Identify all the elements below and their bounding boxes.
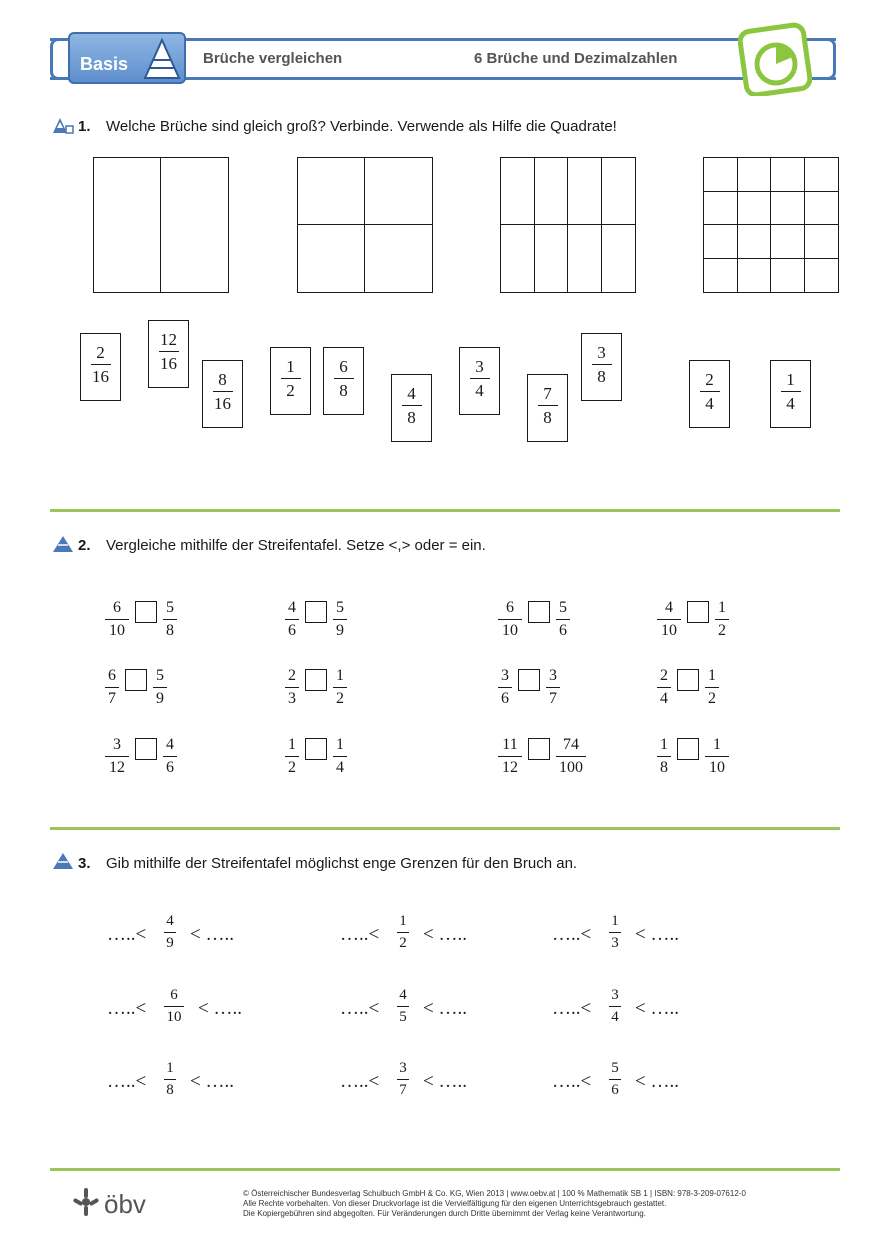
pyramid-icon (52, 852, 74, 870)
fraction-card[interactable] (459, 347, 500, 415)
fraction-denominator: 10 (709, 759, 725, 776)
task-2-instruction: Vergleiche mithilfe der Streifentafel. Setze <,> oder = ein. (106, 537, 486, 554)
fraction-bar (609, 932, 621, 933)
fraction-numerator: 1 (708, 667, 716, 684)
fraction-bar (164, 1006, 184, 1007)
fraction (546, 668, 560, 707)
fraction-bar (105, 756, 129, 757)
fraction-bar (781, 391, 801, 392)
fraction (498, 600, 522, 639)
fraction (164, 1061, 176, 1098)
fraction-card[interactable] (527, 374, 568, 442)
chapter-title: 6 Brüche und Dezimalzahlen (474, 50, 678, 67)
copyright-line-1: © Österreichischer Bundesverlag Schulbuch GmbH & Co. KG, Wien 2013 | www.oebv.at | 100 % Mathematik SB 1 | ISBN: 978-3-209-07612-0 (243, 1189, 746, 1198)
fraction (149, 331, 188, 372)
fraction-denominator: 6 (611, 1082, 619, 1098)
lower-bound-blank[interactable]: …..< (107, 1071, 147, 1092)
fraction-denominator: 5 (399, 1009, 407, 1025)
fraction-bar (592, 364, 612, 365)
fraction-bar (498, 687, 512, 688)
fraction-denominator: 4 (786, 394, 795, 413)
upper-bound-blank[interactable]: < ….. (635, 1071, 679, 1092)
fraction-numerator: 6 (339, 357, 348, 376)
comparison-answer-box[interactable] (677, 738, 699, 760)
fraction-denominator: 2 (399, 935, 407, 951)
fraction-denominator: 7 (108, 690, 116, 707)
fraction-bar (700, 391, 720, 392)
lower-bound-blank[interactable]: …..< (340, 924, 380, 945)
fraction-bar (333, 687, 347, 688)
fraction (285, 737, 299, 776)
fraction-bar (609, 1079, 621, 1080)
fraction-denominator: 4 (705, 394, 714, 413)
fraction-denominator: 8 (660, 759, 668, 776)
fraction-denominator: 4 (611, 1009, 619, 1025)
fraction-bar (556, 756, 586, 757)
fraction-numerator: 1 (288, 736, 296, 753)
fraction-numerator: 6 (170, 987, 178, 1003)
fraction-card[interactable] (323, 347, 364, 415)
fraction-numerator: 1 (786, 370, 795, 389)
fraction (460, 358, 499, 399)
fraction-numerator: 1 (286, 357, 295, 376)
pyramid-icon (142, 36, 182, 82)
fraction-numerator: 4 (166, 736, 174, 753)
comparison-answer-box[interactable] (305, 738, 327, 760)
fraction-bar (498, 756, 522, 757)
header-right-bracket (824, 38, 836, 80)
fraction-numerator: 6 (506, 599, 514, 616)
fraction-denominator: 2 (288, 759, 296, 776)
fraction-denominator: 2 (708, 690, 716, 707)
fraction-denominator: 9 (166, 935, 174, 951)
fraction-numerator: 3 (597, 343, 606, 362)
fraction-bar (538, 405, 558, 406)
fraction-bar (470, 378, 490, 379)
fraction-bar (91, 364, 111, 365)
lower-bound-blank[interactable]: …..< (340, 998, 380, 1019)
fraction-numerator: 3 (399, 1060, 407, 1076)
fraction (528, 385, 567, 426)
fraction (105, 737, 129, 776)
fraction-bar (164, 1079, 176, 1080)
fraction-square (703, 157, 839, 293)
fraction-square (500, 157, 636, 293)
fraction-denominator: 10 (502, 622, 518, 639)
pyramid-icon (52, 535, 74, 553)
footer-divider (50, 1168, 840, 1171)
comparison-answer-box[interactable] (528, 738, 550, 760)
fraction (556, 737, 586, 776)
fraction (771, 371, 810, 412)
fraction-numerator: 4 (288, 599, 296, 616)
fraction-denominator: 8 (407, 408, 416, 427)
fraction (203, 371, 242, 412)
fraction-bar (715, 619, 729, 620)
upper-bound-blank[interactable]: < ….. (198, 998, 242, 1019)
fraction (164, 914, 176, 951)
fraction-denominator: 6 (559, 622, 567, 639)
fraction-numerator: 2 (96, 343, 105, 362)
fraction-numerator: 6 (113, 599, 121, 616)
fraction-denominator: 4 (475, 381, 484, 400)
fraction-bar (213, 391, 233, 392)
fraction (582, 344, 621, 385)
fraction (609, 1061, 621, 1098)
fraction-square (93, 157, 229, 293)
fraction (164, 988, 184, 1025)
fraction-bar (397, 1079, 409, 1080)
fraction-denominator: 10 (109, 622, 125, 639)
fraction (153, 668, 167, 707)
upper-bound-blank[interactable]: < ….. (423, 998, 467, 1019)
fraction-bar (402, 405, 422, 406)
fraction-numerator: 8 (218, 370, 227, 389)
fraction (333, 600, 347, 639)
fraction-numerator: 2 (660, 667, 668, 684)
fraction-numerator: 1 (713, 736, 721, 753)
fraction-denominator: 6 (288, 622, 296, 639)
fraction-card[interactable] (391, 374, 432, 442)
fraction-bar (334, 378, 354, 379)
fraction-numerator: 11 (502, 736, 518, 753)
fraction-bar (285, 756, 299, 757)
fraction-bar (609, 1006, 621, 1007)
fraction (285, 668, 299, 707)
chapter-logo-icon (738, 22, 812, 96)
lower-bound-blank[interactable]: …..< (340, 1071, 380, 1092)
fraction-denominator: 16 (160, 354, 177, 373)
fraction-bar (333, 619, 347, 620)
header-left-bracket (50, 38, 62, 80)
copyright-line-2: Alle Rechte vorbehalten. Von dieser Druckvorlage ist die Vervielfältigung für den eigenen Unterrichtsgebrauch gestattet. (243, 1199, 667, 1208)
lower-bound-blank[interactable]: …..< (552, 998, 592, 1019)
fraction (397, 988, 409, 1025)
fraction-numerator: 3 (501, 667, 509, 684)
fraction-bar (285, 619, 299, 620)
fraction (392, 385, 431, 426)
fraction-bar (546, 687, 560, 688)
fraction-denominator: 6 (166, 759, 174, 776)
level-badge-label: Basis (80, 54, 129, 74)
fraction-card[interactable] (689, 360, 730, 428)
fraction-bar (657, 687, 671, 688)
fraction (657, 737, 671, 776)
fraction-denominator: 2 (286, 381, 295, 400)
fraction-bar (397, 1006, 409, 1007)
fraction-denominator: 8 (543, 408, 552, 427)
fraction (105, 600, 129, 639)
fraction-numerator: 4 (407, 384, 416, 403)
comparison-answer-box[interactable] (305, 669, 327, 691)
fraction (690, 371, 729, 412)
comparison-answer-box[interactable] (305, 601, 327, 623)
fraction-bar (333, 756, 347, 757)
fraction-bar (105, 619, 129, 620)
publisher-mark-icon (73, 1188, 100, 1216)
fraction-card[interactable] (80, 333, 121, 401)
fraction-denominator: 9 (336, 622, 344, 639)
fraction-numerator: 1 (336, 736, 344, 753)
comparison-answer-box[interactable] (135, 601, 157, 623)
fraction-denominator: 9 (156, 690, 164, 707)
upper-bound-blank[interactable]: < ….. (635, 998, 679, 1019)
copyright-line-3: Die Kopiergebühren sind abgegolten. Für Veränderungen durch Dritte übernimmt der Verlag keine Verantwortung. (243, 1209, 646, 1218)
fraction-numerator: 5 (611, 1060, 619, 1076)
task-2-number: 2. (78, 537, 91, 554)
fraction-denominator: 12 (502, 759, 518, 776)
fraction-bar (705, 687, 719, 688)
fraction-denominator: 3 (611, 935, 619, 951)
fraction-denominator: 7 (399, 1082, 407, 1098)
fraction-card[interactable] (202, 360, 243, 428)
fraction (333, 737, 347, 776)
fraction-numerator: 3 (113, 736, 121, 753)
fraction (285, 600, 299, 639)
section-divider (50, 509, 840, 512)
fraction-denominator: 7 (549, 690, 557, 707)
fraction-numerator: 1 (336, 667, 344, 684)
fraction-numerator: 1 (166, 1060, 174, 1076)
fraction-numerator: 4 (665, 599, 673, 616)
fraction (657, 600, 681, 639)
fraction-denominator: 16 (92, 367, 109, 386)
fraction-numerator: 5 (336, 599, 344, 616)
page-topic: Brüche vergleichen (203, 50, 343, 67)
fraction (397, 1061, 409, 1098)
fraction-card[interactable] (148, 320, 189, 388)
fraction-denominator: 6 (501, 690, 509, 707)
fraction-denominator: 10 (661, 622, 677, 639)
task-3-number: 3. (78, 855, 91, 872)
fraction-numerator: 7 (543, 384, 552, 403)
fraction-denominator: 8 (339, 381, 348, 400)
task-1-instruction: Welche Brüche sind gleich groß? Verbinde. Verwende als Hilfe die Quadrate! (106, 118, 617, 135)
fraction-denominator: 2 (718, 622, 726, 639)
fraction (324, 358, 363, 399)
fraction-bar (556, 619, 570, 620)
fraction (715, 600, 729, 639)
fraction-numerator: 6 (108, 667, 116, 684)
fraction-bar (705, 756, 729, 757)
upper-bound-blank[interactable]: < ….. (423, 924, 467, 945)
comparison-answer-box[interactable] (528, 601, 550, 623)
fraction-numerator: 1 (611, 913, 619, 929)
fraction-numerator: 74 (563, 736, 579, 753)
fraction-numerator: 5 (156, 667, 164, 684)
lower-bound-blank[interactable]: …..< (107, 998, 147, 1019)
lower-bound-blank[interactable]: …..< (552, 1071, 592, 1092)
fraction (397, 914, 409, 951)
fraction-denominator: 8 (597, 367, 606, 386)
fraction-numerator: 3 (549, 667, 557, 684)
fraction-denominator: 4 (336, 759, 344, 776)
fraction-square (297, 157, 433, 293)
fraction-denominator: 10 (166, 1009, 182, 1025)
fraction (705, 737, 729, 776)
fraction-numerator: 2 (705, 370, 714, 389)
fraction-bar (281, 378, 301, 379)
comparison-answer-box[interactable] (125, 669, 147, 691)
fraction (498, 737, 522, 776)
fraction-card[interactable] (770, 360, 811, 428)
fraction-bar (657, 619, 681, 620)
fraction-denominator: 8 (166, 1082, 174, 1098)
fraction (498, 668, 512, 707)
fraction (163, 737, 177, 776)
fraction-bar (164, 932, 176, 933)
fraction-numerator: 3 (475, 357, 484, 376)
fraction-numerator: 1 (660, 736, 668, 753)
fraction-bar (159, 351, 179, 352)
fraction-bar (285, 687, 299, 688)
fraction-numerator: 2 (288, 667, 296, 684)
fraction (609, 988, 621, 1025)
level-badge (68, 32, 186, 84)
upper-bound-blank[interactable]: < ….. (423, 1071, 467, 1092)
pyramid-icon (52, 117, 74, 135)
fraction-bar (153, 687, 167, 688)
fraction-card[interactable] (581, 333, 622, 401)
fraction-numerator: 5 (166, 599, 174, 616)
upper-bound-blank[interactable]: < ….. (190, 1071, 234, 1092)
fraction-bar (163, 619, 177, 620)
fraction (271, 358, 310, 399)
fraction (657, 668, 671, 707)
fraction-numerator: 12 (160, 330, 177, 349)
task-3-instruction: Gib mithilfe der Streifentafel möglichst enge Grenzen für den Bruch an. (106, 855, 578, 872)
fraction (163, 600, 177, 639)
fraction (333, 668, 347, 707)
fraction (705, 668, 719, 707)
comparison-answer-box[interactable] (135, 738, 157, 760)
fraction (81, 344, 120, 385)
fraction-denominator: 4 (660, 690, 668, 707)
fraction (609, 914, 621, 951)
fraction-bar (105, 687, 119, 688)
publisher-logo-text: öbv (104, 1189, 146, 1219)
fraction-bar (163, 756, 177, 757)
comparison-answer-box[interactable] (687, 601, 709, 623)
task-1-number: 1. (78, 118, 91, 135)
fraction-numerator: 4 (166, 913, 174, 929)
upper-bound-blank[interactable]: < ….. (635, 924, 679, 945)
fraction-numerator: 4 (399, 987, 407, 1003)
copyright-notice (243, 1189, 823, 1219)
publisher-logo (70, 1186, 160, 1220)
fraction-bar (657, 756, 671, 757)
fraction-card[interactable] (270, 347, 311, 415)
comparison-answer-box[interactable] (677, 669, 699, 691)
section-divider (50, 827, 840, 830)
fraction-denominator: 100 (559, 759, 583, 776)
fraction-numerator: 3 (611, 987, 619, 1003)
lower-bound-blank[interactable]: …..< (107, 924, 147, 945)
fraction-denominator: 8 (166, 622, 174, 639)
fraction (105, 668, 119, 707)
fraction-denominator: 16 (214, 394, 231, 413)
fraction-numerator: 1 (399, 913, 407, 929)
lower-bound-blank[interactable]: …..< (552, 924, 592, 945)
fraction-bar (498, 619, 522, 620)
fraction-denominator: 3 (288, 690, 296, 707)
fraction-bar (397, 932, 409, 933)
fraction-denominator: 2 (336, 690, 344, 707)
fraction (556, 600, 570, 639)
comparison-answer-box[interactable] (518, 669, 540, 691)
fraction-denominator: 12 (109, 759, 125, 776)
fraction-numerator: 5 (559, 599, 567, 616)
fraction-numerator: 1 (718, 599, 726, 616)
upper-bound-blank[interactable]: < ….. (190, 924, 234, 945)
